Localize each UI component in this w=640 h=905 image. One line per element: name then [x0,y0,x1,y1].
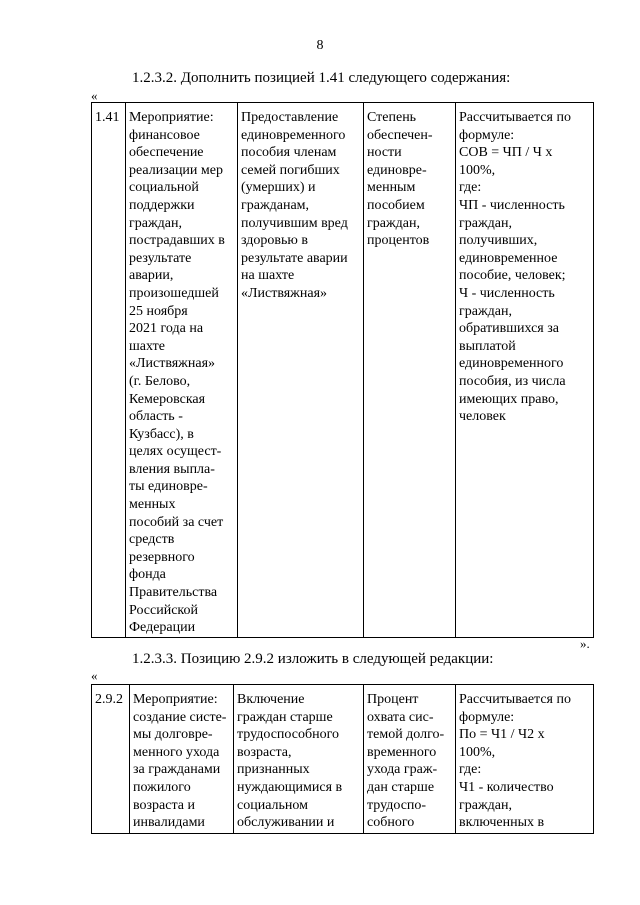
formula-cell: Рассчитывается по формуле: По = Ч1 / Ч2 х 100%, где: Ч1 - количество граждан, включенных в [456,685,594,834]
activity-cell: Мероприятие: создание систе- мы долговре- менного ухода за гражданами пожилого возраста и инвалидами [130,685,234,834]
result-cell: Предоставление единовременного пособия членам семей погибших (умерших) и гражданам, получившим вред здоровью в результате аварии на шахте «Листвяжная» [238,103,364,638]
table-row [92,103,594,638]
section-1-close-quote: ». [580,636,590,651]
indicator-cell: Степень обеспечен- ности единовре- менным пособием граждан, процентов [364,103,456,638]
section-2-open-quote: « [91,668,98,683]
table-position-2-9-2 [91,684,594,834]
section-2-instruction: 1.2.3.3. Позицию 2.9.2 изложить в следующей редакции: [132,651,494,667]
result-cell: Включение граждан старше трудоспособного возраста, признанных нуждающимися в социальном обслуживании и [234,685,364,834]
indicator-cell: Процент охвата сис- темой долго- временного ухода граж- дан старше трудоспо- собного [364,685,456,834]
page-number: 8 [316,38,324,53]
section-1-instruction: 1.2.3.2. Дополнить позицией 1.41 следующего содержания: [132,70,511,86]
table-row [92,685,594,834]
table-position-1-41 [91,102,594,638]
section-1-open-quote: « [91,88,98,103]
activity-cell: Мероприятие: финансовое обеспечение реализации мер социальной поддержки граждан, пострадавших в результате аварии, произошедшей 25 ноября 2021 года на шахте «Листвяжная» (г. Белово, Кемеровская область - Кузбасс), в целях осущест- вления выпла- ты единовре- менных пособий за счет средств резервного фонда Правительства Российской Федерации [126,103,238,638]
formula-cell: Рассчитывается по формуле: СОВ = ЧП / Ч х 100%, где: ЧП - численность граждан, получивших, единовременное пособие, человек; Ч - численность граждан, обратившихся за выплатой единовременного пособия, из числа имеющих право, человек [456,103,594,638]
row-number-cell: 2.9.2 [92,685,130,834]
row-number-cell: 1.41 [92,103,126,638]
